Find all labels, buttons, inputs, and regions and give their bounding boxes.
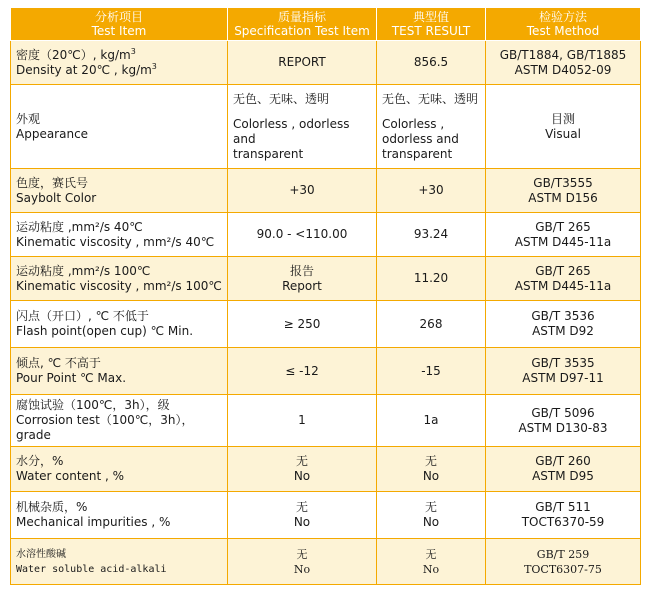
header-test-method: 检验方法 Test Method bbox=[486, 8, 641, 41]
result-cell: 无 No bbox=[377, 447, 486, 492]
method-cell: GB/T 511 TOCT6370-59 bbox=[486, 492, 641, 539]
method-cell: GB/T 260 ASTM D95 bbox=[486, 447, 641, 492]
spec-cell: 无 No bbox=[228, 539, 377, 585]
result-cell: -15 bbox=[377, 348, 486, 395]
method-cell: GB/T 3536 ASTM D92 bbox=[486, 301, 641, 348]
result-cell: 268 bbox=[377, 301, 486, 348]
spec-cell: REPORT bbox=[228, 41, 377, 85]
spec-cell: ≥ 250 bbox=[228, 301, 377, 348]
item-cell: 倾点, ℃ 不高于 Pour Point ℃ Max. bbox=[11, 348, 228, 395]
result-cell: 无 No bbox=[377, 539, 486, 585]
table-row-pour-point bbox=[11, 348, 641, 395]
result-cell: 93.24 bbox=[377, 213, 486, 257]
item-cell: 腐蚀试验（100℃，3h），级 Corrosion test（100℃，3h），grade bbox=[11, 395, 228, 447]
spec-cell: +30 bbox=[228, 169, 377, 213]
table-header-row bbox=[11, 8, 641, 41]
method-cell: 目测 Visual bbox=[486, 85, 641, 169]
spec-cell: 无 No bbox=[228, 447, 377, 492]
item-name-zh: 密度（20℃）, kg/m bbox=[16, 47, 131, 62]
table-row-flash-point bbox=[11, 301, 641, 348]
item-name-en: Density at 20℃ , kg/m bbox=[16, 62, 152, 77]
spec-cell: 无 No bbox=[228, 492, 377, 539]
header-test-item: 分析项目 Test Item bbox=[11, 8, 228, 41]
item-cell: 机械杂质，% Mechanical impurities , % bbox=[11, 492, 228, 539]
result-cell: 1a bbox=[377, 395, 486, 447]
item-cell: 闪点（开口）, ℃ 不低于 Flash point(open cup) ℃ Min. bbox=[11, 301, 228, 348]
item-cell: 运动粘度 ,mm²/s 40℃ Kinematic viscosity , mm²/s 40℃ bbox=[11, 213, 228, 257]
result-cell: 11.20 bbox=[377, 257, 486, 301]
item-cell: 水溶性酸碱 Water soluble acid-alkali bbox=[11, 539, 228, 585]
spec-cell: 报告 Report bbox=[228, 257, 377, 301]
item-cell: 水分，% Water content , % bbox=[11, 447, 228, 492]
method-cell: GB/T 265 ASTM D445-11a bbox=[486, 257, 641, 301]
table-row-viscosity-100 bbox=[11, 257, 641, 301]
item-cell: 外观 Appearance bbox=[11, 85, 228, 169]
item-cell: 密度（20℃）, $kg/m^3$ Density at 20℃ , $kg/m^3$ bbox=[11, 41, 228, 85]
table-row-saybolt-color bbox=[11, 169, 641, 213]
method-cell: GB/T 259 TOCT6307-75 bbox=[486, 539, 641, 585]
table-row-water-content bbox=[11, 447, 641, 492]
result-cell: 无色、无味、透明 Colorless , odorless and transparent bbox=[377, 85, 486, 169]
table-row-corrosion bbox=[11, 395, 641, 447]
spec-cell: 无色、无味、透明 Colorless , odorless and transparent bbox=[228, 85, 377, 169]
spec-cell: ≤ -12 bbox=[228, 348, 377, 395]
table-row-acid-alkali bbox=[11, 539, 641, 585]
method-cell: GB/T 3535 ASTM D97-11 bbox=[486, 348, 641, 395]
header-specification: 质量指标 Specification Test Item bbox=[228, 8, 377, 41]
result-cell: +30 bbox=[377, 169, 486, 213]
result-cell: 无 No bbox=[377, 492, 486, 539]
method-cell: GB/T 5096 ASTM D130-83 bbox=[486, 395, 641, 447]
method-cell: GB/T 265 ASTM D445-11a bbox=[486, 213, 641, 257]
spec-table-container bbox=[10, 7, 640, 585]
spec-cell: 90.0 - <110.00 bbox=[228, 213, 377, 257]
specification-table bbox=[10, 7, 641, 585]
spec-cell: 1 bbox=[228, 395, 377, 447]
result-cell: 856.5 bbox=[377, 41, 486, 85]
item-cell: 色度，赛氏号 Saybolt Color bbox=[11, 169, 228, 213]
table-row-density bbox=[11, 41, 641, 85]
method-cell: GB/T1884, GB/T1885 ASTM D4052-09 bbox=[486, 41, 641, 85]
item-cell: 运动粘度 ,mm²/s 100℃ Kinematic viscosity , mm²/s 100℃ bbox=[11, 257, 228, 301]
table-row-appearance bbox=[11, 85, 641, 169]
table-row-viscosity-40 bbox=[11, 213, 641, 257]
method-cell: GB/T3555 ASTM D156 bbox=[486, 169, 641, 213]
header-test-result: 典型值 TEST RESULT bbox=[377, 8, 486, 41]
table-row-mechanical-impurities bbox=[11, 492, 641, 539]
